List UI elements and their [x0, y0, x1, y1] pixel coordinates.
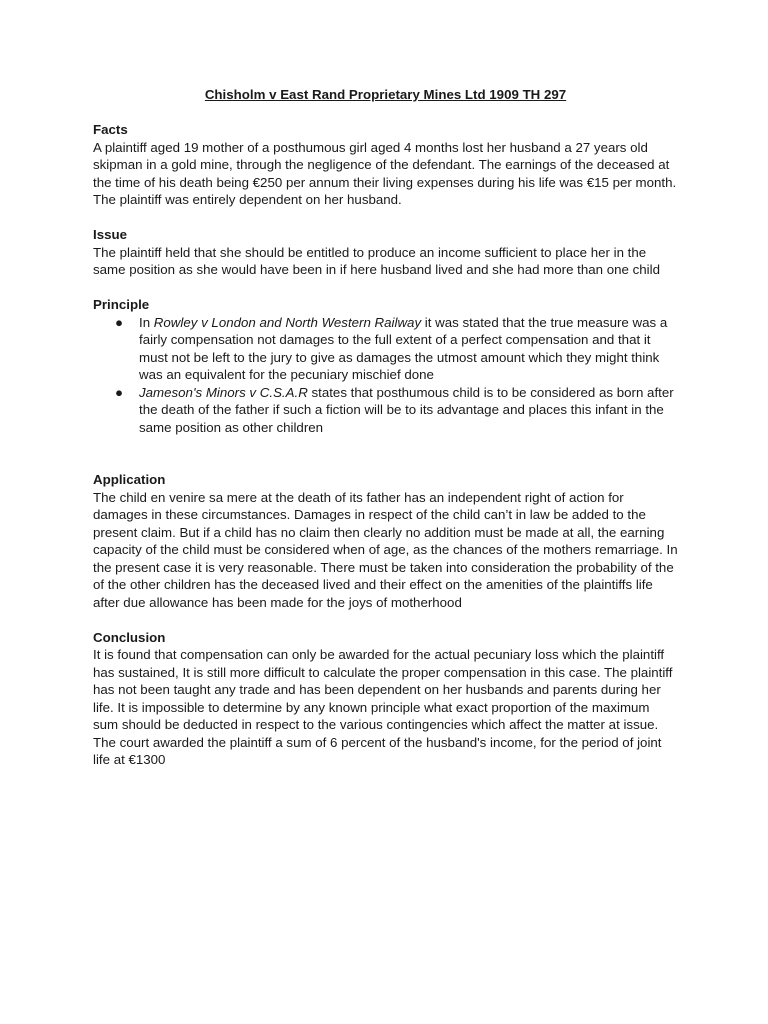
principle-heading: Principle — [93, 297, 150, 312]
principle-item-text: states that posthumous child is to be considered as born after the death of the father if such a fiction will be to its advantage and places this infant in the same position as other children — [139, 384, 674, 435]
principle-item-text: it was stated that the true measure was a fairly compensation not damages to the full extent of a perfect compensation and that it must not be left to the jury to give as damages the utmost amount which they might think was an equivalent for the pecuniary mischief done — [139, 314, 668, 382]
principle-item-prefix: In — [139, 314, 154, 330]
bullet-icon: ● — [115, 314, 124, 330]
issue-text: The plaintiff held that she should be entitled to produce an income sufficient to place her in the same position as she would have been in if here husband lived and she had more than one child — [93, 244, 660, 277]
principle-list — [93, 314, 678, 437]
application-heading: Application — [93, 472, 166, 487]
document-page — [93, 86, 678, 786]
facts-heading: Facts — [93, 122, 128, 137]
case-citation: Jameson's Minors v C.S.A.R — [139, 384, 308, 400]
principle-item — [93, 384, 678, 437]
case-title: Chisholm v East Rand Proprietary Mines Ltd 1909 TH 297 — [204, 87, 567, 102]
principle-section — [93, 296, 678, 436]
application-text: The child en venire sa mere at the death of its father has an independent right of action for damages in these circumstances. Damages in respect of the child can’t in law be added to the present claim. But if a child has no claim then clearly no addition must be made at all, the earning capacity of the child must be considered when of age, as the chances of the mothers remarriage. In the present case it is very reasonable. There must be taken into consideration the probability of the of the other children has the deceased lived and their effect on the amenities of the plaintiffs life after due allowance has been made for the joys of motherhood — [93, 489, 678, 610]
conclusion-heading: Conclusion — [93, 629, 166, 645]
facts-text: A plaintiff aged 19 mother of a posthumous girl aged 4 months lost her husband a 27 years old skipman in a gold mine, through the negligence of the defendant. The earnings of the deceased at the time of his death being €250 per annum their living expenses during his life was €15 per month. The plaintiff was entirely dependent on her husband. — [93, 139, 677, 207]
issue-heading: Issue — [93, 227, 128, 242]
application-section — [93, 471, 678, 611]
principle-item — [93, 314, 678, 384]
case-citation: Rowley v London and North Western Railway — [153, 314, 422, 330]
conclusion-text: It is found that compensation can only be awarded for the actual pecuniary loss which the plaintiff has sustained, It is still more difficult to calculate the proper compensation in this case. The plaintiff has not been taught any trade and has been dependent on her husbands and parents during her life. It is impossible to determine by any known principle what exact proportion of the maximum sum should be deducted in respect to the various contingencies which affect the matter at issue. The court awarded the plaintiff a sum of 6 percent of the husband's income, for the period of joint life at €1300 — [93, 647, 673, 767]
bullet-icon: ● — [115, 384, 124, 400]
conclusion-section — [93, 629, 678, 769]
issue-section — [93, 226, 678, 279]
facts-section — [93, 121, 678, 209]
